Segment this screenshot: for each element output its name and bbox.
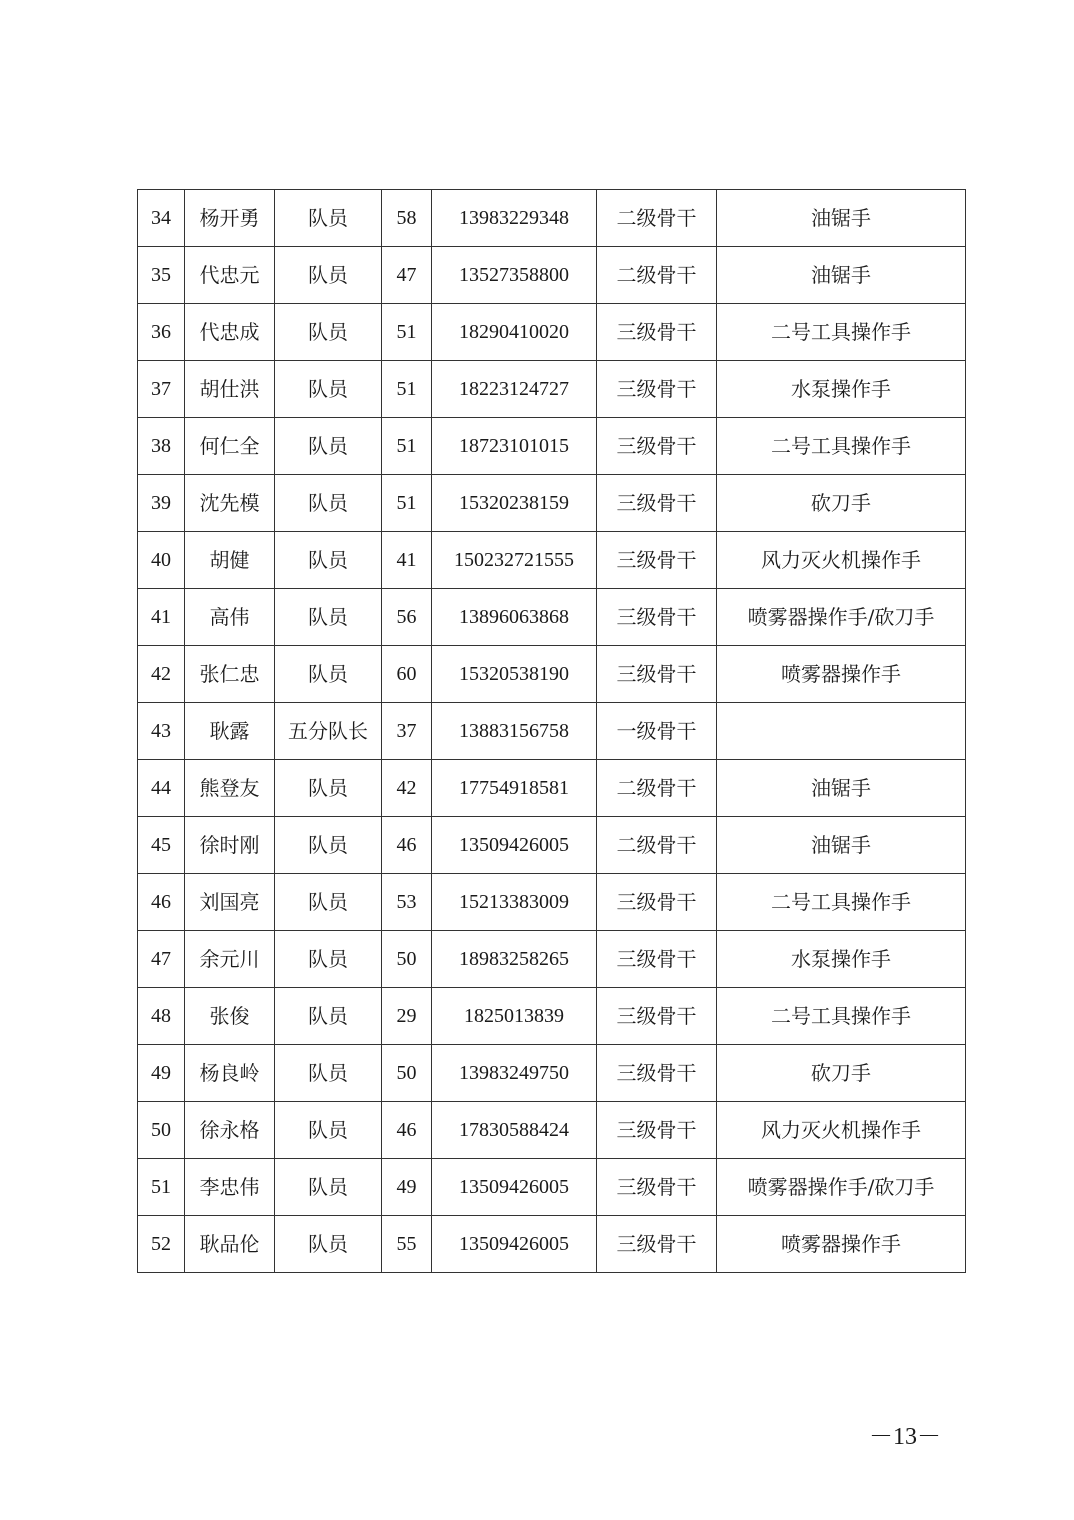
cell-level: 三级骨干 xyxy=(597,1102,717,1159)
cell-number: 38 xyxy=(138,418,185,475)
table-row xyxy=(138,931,966,988)
cell-role: 队员 xyxy=(275,247,382,304)
cell-level: 三级骨干 xyxy=(597,1159,717,1216)
cell-age: 53 xyxy=(382,874,432,931)
cell-level: 二级骨干 xyxy=(597,760,717,817)
cell-name: 杨良岭 xyxy=(185,1045,275,1102)
cell-level: 一级骨干 xyxy=(597,703,717,760)
cell-name: 徐永格 xyxy=(185,1102,275,1159)
table-row xyxy=(138,361,966,418)
cell-duty: 油锯手 xyxy=(717,760,966,817)
table-row xyxy=(138,646,966,703)
roster-table xyxy=(137,189,966,1273)
table-row xyxy=(138,532,966,589)
cell-role: 队员 xyxy=(275,760,382,817)
cell-name: 沈先模 xyxy=(185,475,275,532)
cell-role: 队员 xyxy=(275,988,382,1045)
cell-role: 队员 xyxy=(275,646,382,703)
cell-name: 杨开勇 xyxy=(185,190,275,247)
cell-phone: 15320238159 xyxy=(432,475,597,532)
cell-level: 三级骨干 xyxy=(597,361,717,418)
cell-age: 51 xyxy=(382,418,432,475)
cell-number: 52 xyxy=(138,1216,185,1273)
table-row xyxy=(138,475,966,532)
cell-name: 张俊 xyxy=(185,988,275,1045)
cell-phone: 13896063868 xyxy=(432,589,597,646)
cell-role: 队员 xyxy=(275,1159,382,1216)
cell-duty: 砍刀手 xyxy=(717,1045,966,1102)
cell-role: 五分队长 xyxy=(275,703,382,760)
cell-age: 51 xyxy=(382,475,432,532)
table-row xyxy=(138,304,966,361)
cell-level: 三级骨干 xyxy=(597,532,717,589)
cell-role: 队员 xyxy=(275,190,382,247)
cell-role: 队员 xyxy=(275,361,382,418)
cell-level: 三级骨干 xyxy=(597,874,717,931)
cell-phone: 1825013839 xyxy=(432,988,597,1045)
cell-age: 50 xyxy=(382,931,432,988)
cell-number: 35 xyxy=(138,247,185,304)
table-row xyxy=(138,1216,966,1273)
cell-name: 何仁全 xyxy=(185,418,275,475)
cell-name: 徐时刚 xyxy=(185,817,275,874)
table-row xyxy=(138,418,966,475)
page-number: －13－ xyxy=(869,1424,941,1450)
cell-age: 46 xyxy=(382,817,432,874)
cell-age: 46 xyxy=(382,1102,432,1159)
cell-duty: 喷雾器操作手 xyxy=(717,646,966,703)
cell-level: 三级骨干 xyxy=(597,418,717,475)
cell-number: 36 xyxy=(138,304,185,361)
cell-level: 三级骨干 xyxy=(597,1216,717,1273)
cell-phone: 18290410020 xyxy=(432,304,597,361)
cell-name: 耿露 xyxy=(185,703,275,760)
cell-age: 55 xyxy=(382,1216,432,1273)
cell-duty: 砍刀手 xyxy=(717,475,966,532)
cell-phone: 17754918581 xyxy=(432,760,597,817)
cell-role: 队员 xyxy=(275,1216,382,1273)
cell-phone: 15320538190 xyxy=(432,646,597,703)
cell-age: 47 xyxy=(382,247,432,304)
cell-phone: 13509426005 xyxy=(432,1159,597,1216)
cell-duty: 风力灭火机操作手 xyxy=(717,1102,966,1159)
cell-number: 51 xyxy=(138,1159,185,1216)
cell-number: 37 xyxy=(138,361,185,418)
cell-role: 队员 xyxy=(275,1045,382,1102)
cell-number: 40 xyxy=(138,532,185,589)
cell-level: 二级骨干 xyxy=(597,817,717,874)
cell-number: 50 xyxy=(138,1102,185,1159)
cell-number: 44 xyxy=(138,760,185,817)
cell-number: 47 xyxy=(138,931,185,988)
cell-duty: 喷雾器操作手 xyxy=(717,1216,966,1273)
cell-number: 48 xyxy=(138,988,185,1045)
cell-role: 队员 xyxy=(275,532,382,589)
cell-role: 队员 xyxy=(275,1102,382,1159)
cell-role: 队员 xyxy=(275,418,382,475)
cell-phone: 17830588424 xyxy=(432,1102,597,1159)
cell-name: 胡仕洪 xyxy=(185,361,275,418)
cell-number: 42 xyxy=(138,646,185,703)
cell-role: 队员 xyxy=(275,931,382,988)
roster-table-body xyxy=(138,190,966,1273)
cell-name: 高伟 xyxy=(185,589,275,646)
table-row xyxy=(138,1102,966,1159)
cell-age: 51 xyxy=(382,361,432,418)
cell-name: 耿品伦 xyxy=(185,1216,275,1273)
cell-role: 队员 xyxy=(275,589,382,646)
cell-role: 队员 xyxy=(275,817,382,874)
cell-age: 42 xyxy=(382,760,432,817)
cell-age: 41 xyxy=(382,532,432,589)
cell-phone: 13527358800 xyxy=(432,247,597,304)
cell-phone: 13509426005 xyxy=(432,817,597,874)
cell-age: 56 xyxy=(382,589,432,646)
cell-age: 51 xyxy=(382,304,432,361)
cell-phone: 13983229348 xyxy=(432,190,597,247)
table-row xyxy=(138,988,966,1045)
cell-level: 二级骨干 xyxy=(597,190,717,247)
cell-phone: 18723101015 xyxy=(432,418,597,475)
table-row xyxy=(138,190,966,247)
table-row xyxy=(138,703,966,760)
cell-duty: 油锯手 xyxy=(717,247,966,304)
cell-phone: 18983258265 xyxy=(432,931,597,988)
cell-number: 43 xyxy=(138,703,185,760)
cell-duty: 二号工具操作手 xyxy=(717,418,966,475)
cell-role: 队员 xyxy=(275,304,382,361)
cell-level: 三级骨干 xyxy=(597,931,717,988)
cell-number: 39 xyxy=(138,475,185,532)
cell-phone: 13883156758 xyxy=(432,703,597,760)
cell-name: 熊登友 xyxy=(185,760,275,817)
cell-level: 三级骨干 xyxy=(597,475,717,532)
cell-duty: 风力灭火机操作手 xyxy=(717,532,966,589)
table-row xyxy=(138,589,966,646)
cell-duty: 喷雾器操作手/砍刀手 xyxy=(717,1159,966,1216)
cell-duty: 水泵操作手 xyxy=(717,361,966,418)
cell-number: 34 xyxy=(138,190,185,247)
cell-name: 刘国亮 xyxy=(185,874,275,931)
cell-duty: 喷雾器操作手/砍刀手 xyxy=(717,589,966,646)
cell-level: 三级骨干 xyxy=(597,988,717,1045)
cell-number: 49 xyxy=(138,1045,185,1102)
cell-level: 三级骨干 xyxy=(597,304,717,361)
table-row xyxy=(138,1159,966,1216)
cell-age: 37 xyxy=(382,703,432,760)
cell-duty: 油锯手 xyxy=(717,190,966,247)
cell-level: 三级骨干 xyxy=(597,1045,717,1102)
cell-duty xyxy=(717,703,966,760)
cell-duty: 油锯手 xyxy=(717,817,966,874)
cell-number: 41 xyxy=(138,589,185,646)
cell-role: 队员 xyxy=(275,874,382,931)
cell-duty: 二号工具操作手 xyxy=(717,988,966,1045)
cell-role: 队员 xyxy=(275,475,382,532)
cell-age: 29 xyxy=(382,988,432,1045)
cell-level: 三级骨干 xyxy=(597,646,717,703)
cell-phone: 150232721555 xyxy=(432,532,597,589)
cell-duty: 水泵操作手 xyxy=(717,931,966,988)
cell-phone: 15213383009 xyxy=(432,874,597,931)
cell-phone: 18223124727 xyxy=(432,361,597,418)
cell-name: 余元川 xyxy=(185,931,275,988)
cell-age: 60 xyxy=(382,646,432,703)
cell-name: 李忠伟 xyxy=(185,1159,275,1216)
cell-age: 49 xyxy=(382,1159,432,1216)
table-row xyxy=(138,1045,966,1102)
cell-duty: 二号工具操作手 xyxy=(717,874,966,931)
cell-name: 张仁忠 xyxy=(185,646,275,703)
cell-duty: 二号工具操作手 xyxy=(717,304,966,361)
table-row xyxy=(138,247,966,304)
cell-phone: 13983249750 xyxy=(432,1045,597,1102)
cell-level: 三级骨干 xyxy=(597,589,717,646)
cell-name: 代忠元 xyxy=(185,247,275,304)
table-row xyxy=(138,817,966,874)
cell-number: 46 xyxy=(138,874,185,931)
cell-level: 二级骨干 xyxy=(597,247,717,304)
cell-phone: 13509426005 xyxy=(432,1216,597,1273)
table-row xyxy=(138,760,966,817)
cell-name: 胡健 xyxy=(185,532,275,589)
cell-age: 58 xyxy=(382,190,432,247)
cell-number: 45 xyxy=(138,817,185,874)
table-row xyxy=(138,874,966,931)
cell-age: 50 xyxy=(382,1045,432,1102)
cell-name: 代忠成 xyxy=(185,304,275,361)
